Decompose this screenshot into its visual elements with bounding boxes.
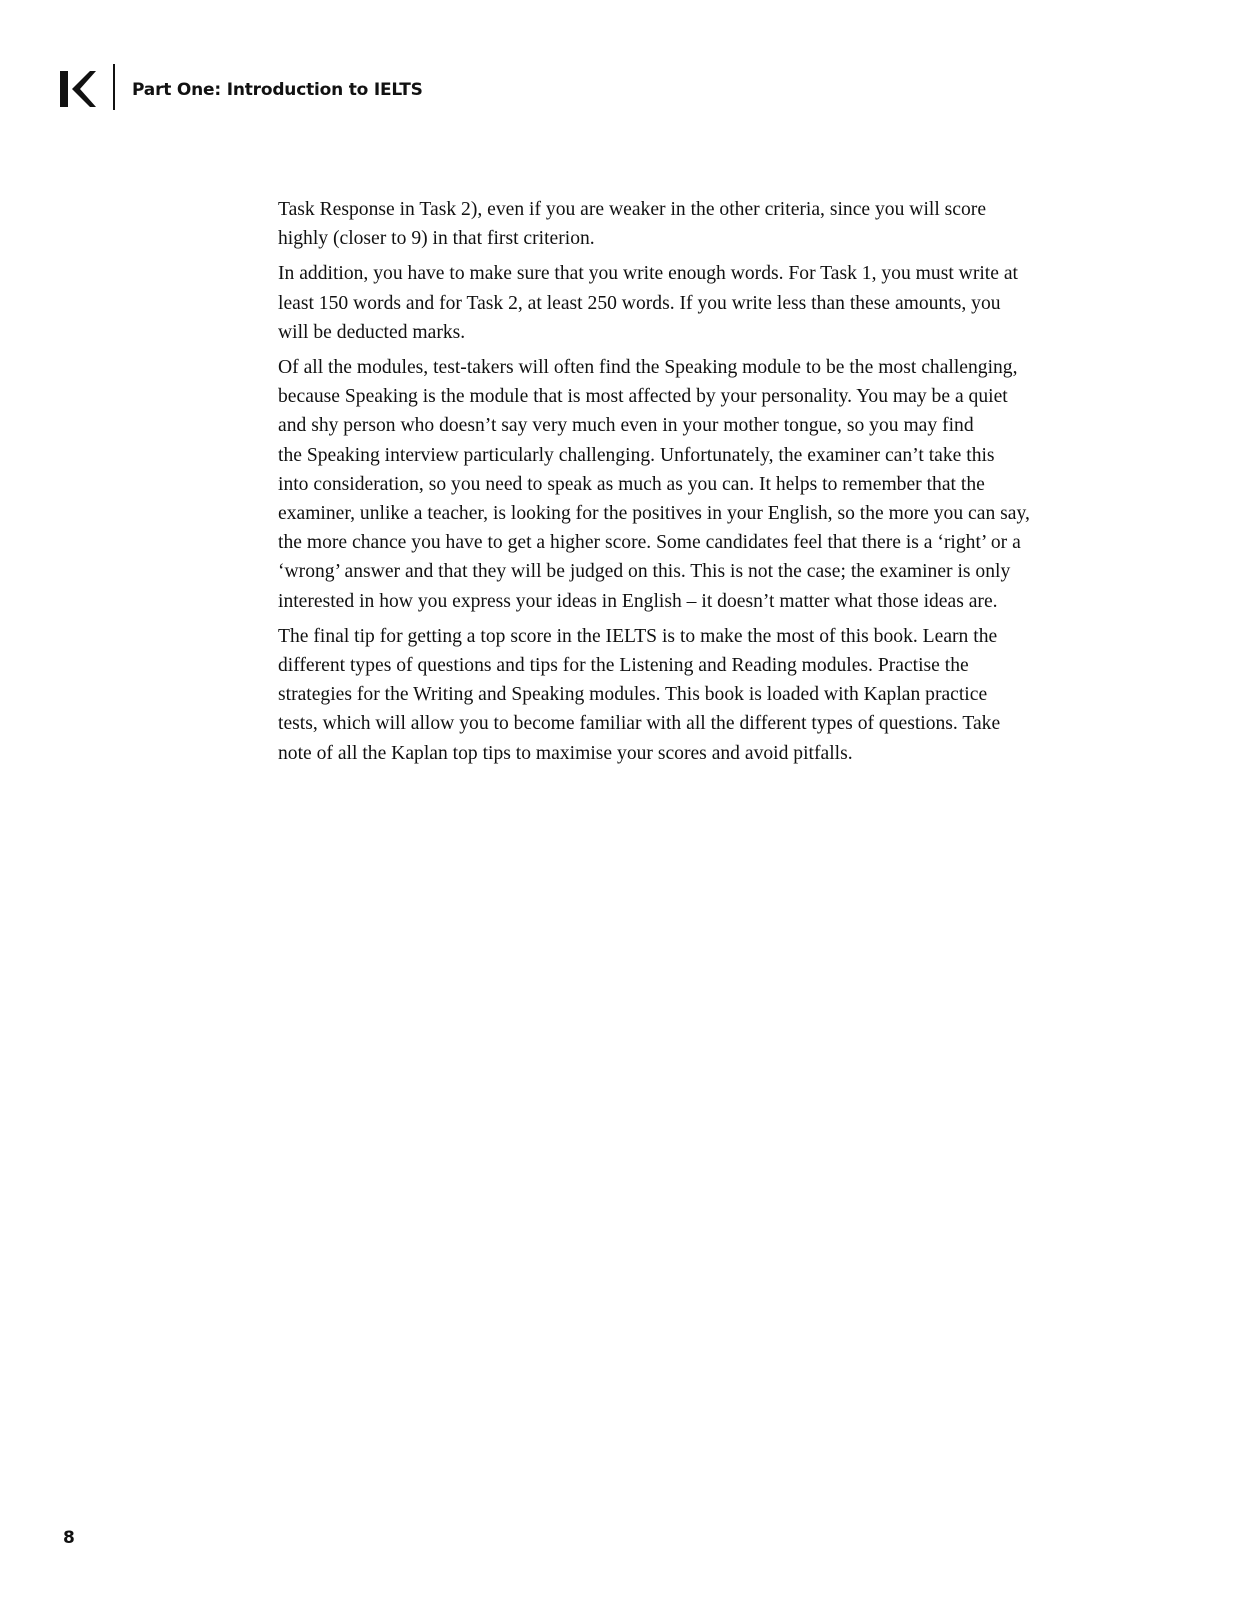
text-line: In addition, you have to make sure that you write enough words. For Task 1, you must write at: [278, 263, 1018, 285]
header-divider: [113, 64, 115, 110]
text-line: tests, which will allow you to become familiar with all the different types of questions. Take: [278, 713, 1001, 735]
paragraph-1: [278, 195, 1068, 253]
paragraph-4: [278, 622, 1068, 768]
text-line: The final tip for getting a top score in the IELTS is to make the most of this book. Learn the: [278, 625, 998, 647]
text-line: into consideration, so you need to speak as much as you can. It helps to remember that the: [278, 473, 985, 495]
text-line: Task Response in Task 2), even if you are weaker in the other criteria, since you will score: [278, 199, 987, 220]
text-line: interested in how you express your ideas in English – it doesn’t matter what those ideas are.: [278, 590, 998, 612]
text-line: note of all the Kaplan top tips to maximise your scores and avoid pitfalls.: [278, 742, 853, 764]
text-line: and shy person who doesn’t say very much even in your mother tongue, so you may find: [278, 415, 974, 437]
paragraph-2: [278, 259, 1068, 347]
text-line: examiner, unlike a teacher, is looking for the positives in your English, so the more you can say,: [278, 503, 1030, 525]
kaplan-k-logo-icon: [60, 70, 96, 108]
paragraph-3: [278, 353, 1068, 616]
text-line: highly (closer to 9) in that first criterion.: [278, 228, 595, 250]
logo-stem: [60, 71, 68, 107]
page-number: 8: [63, 1528, 75, 1548]
logo-chevron: [72, 71, 96, 107]
text-line: the Speaking interview particularly challenging. Unfortunately, the examiner can’t take this: [278, 444, 995, 466]
main-text: [278, 195, 1068, 774]
text-line: Of all the modules, test-takers will often find the Speaking module to be the most challenging,: [278, 357, 1018, 379]
text-line: the more chance you have to get a higher score. Some candidates feel that there is a ‘right’ or a: [278, 532, 1021, 554]
text-line: strategies for the Writing and Speaking modules. This book is loaded with Kaplan practice: [278, 684, 988, 706]
running-head: Part One: Introduction to IELTS: [132, 80, 423, 100]
text-line: different types of questions and tips for the Listening and Reading modules. Practise the: [278, 655, 969, 677]
text-line: least 150 words and for Task 2, at least 250 words. If you write less than these amounts, you: [278, 292, 1001, 314]
text-line: because Speaking is the module that is most affected by your personality. You may be a quiet: [278, 386, 1008, 408]
text-line: ‘wrong’ answer and that they will be judged on this. This is not the case; the examiner is only: [278, 561, 1011, 583]
text-line: will be deducted marks.: [278, 321, 466, 343]
